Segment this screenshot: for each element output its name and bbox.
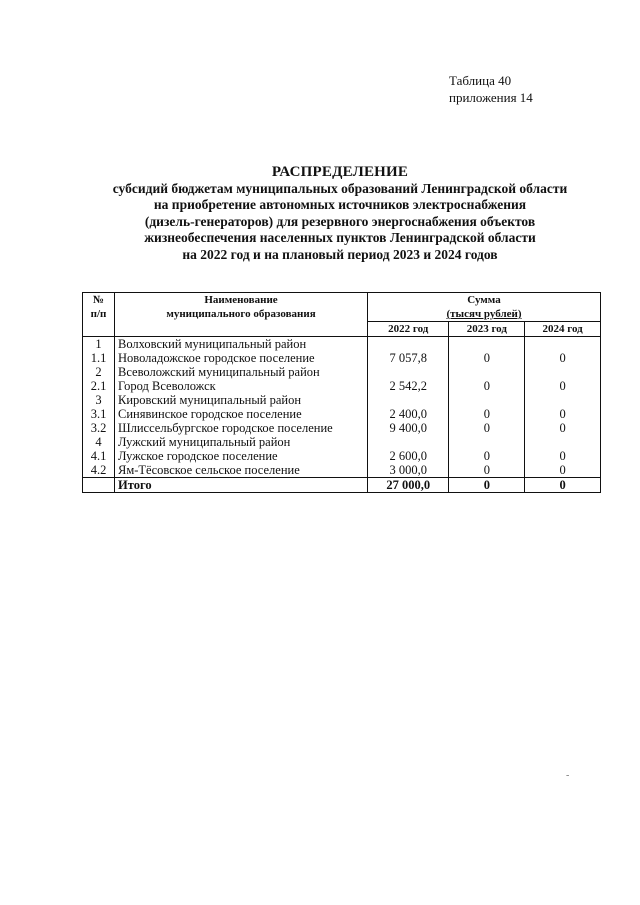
heading-line: жизнеобеспечения населенных пунктов Ленинградской области [144, 230, 536, 245]
heading-line: на 2022 год и на плановый период 2023 и 2024 годов [182, 246, 498, 262]
value-2023: 0 [449, 351, 525, 365]
row-name: Ям-Тёсовское сельское поселение [115, 463, 368, 478]
row-name: Город Всеволожск [115, 379, 368, 393]
value-2024: 0 [525, 463, 601, 478]
table-reference [449, 72, 533, 106]
value-2022: 2 542,2 [368, 379, 449, 393]
total-2022: 27 000,0 [368, 478, 449, 493]
heading-line: субсидий бюджетам муниципальных образований Ленинградской области [112, 180, 568, 196]
column-header-2023: 2023 год [449, 322, 525, 337]
row-name: Волховский муниципальный район [115, 337, 368, 352]
value-2024 [525, 365, 601, 379]
value-2024 [525, 435, 601, 449]
value-2022 [368, 393, 449, 407]
table-row [83, 337, 601, 352]
value-2024: 0 [525, 449, 601, 463]
row-name: Новоладожское городское поселение [115, 351, 368, 365]
row-name: Шлиссельбургское городское поселение [115, 421, 368, 435]
column-header-2022: 2022 год [368, 322, 449, 337]
row-number: 3 [83, 393, 115, 407]
value-2022: 3 000,0 [368, 463, 449, 478]
value-2022 [368, 435, 449, 449]
value-2023: 0 [449, 449, 525, 463]
value-2024: 0 [525, 421, 601, 435]
column-header-number: № п/п [83, 293, 115, 337]
value-2023 [449, 435, 525, 449]
value-2022: 7 057,8 [368, 351, 449, 365]
column-header-sum: Сумма (тысяч рублей) [368, 293, 601, 322]
value-2024 [525, 393, 601, 407]
table-row [83, 407, 601, 421]
column-header-name: Наименование муниципального образования [115, 293, 368, 337]
row-number: 4.2 [83, 463, 115, 478]
row-name: Лужское городское поселение [115, 449, 368, 463]
total-row [83, 478, 601, 493]
value-2023: 0 [449, 379, 525, 393]
row-number: 3.2 [83, 421, 115, 435]
value-2023 [449, 365, 525, 379]
value-2024: 0 [525, 351, 601, 365]
row-name: Синявинское городское поселение [115, 407, 368, 421]
value-2023: 0 [449, 463, 525, 478]
subsidy-table [82, 292, 601, 493]
scan-mark: - [566, 770, 570, 781]
value-2023: 0 [449, 407, 525, 421]
heading-line: (дизель-генераторов) для резервного энергоснабжения объектов [144, 213, 536, 229]
table-number: Таблица 40 [449, 73, 512, 88]
table-row [83, 435, 601, 449]
value-2022 [368, 365, 449, 379]
row-number: 4 [83, 435, 115, 449]
total-2023: 0 [449, 478, 525, 493]
row-number: 4.1 [83, 449, 115, 463]
document-title: РАСПРЕДЕЛЕНИЕ [271, 164, 409, 180]
table-row [83, 463, 601, 478]
row-number: 2 [83, 365, 115, 379]
row-number: 1 [83, 337, 115, 352]
row-number: 2.1 [83, 379, 115, 393]
table-row [83, 365, 601, 379]
table-row [83, 351, 601, 365]
value-2022: 9 400,0 [368, 421, 449, 435]
row-number: 3.1 [83, 407, 115, 421]
value-2022: 2 400,0 [368, 407, 449, 421]
value-2023: 0 [449, 421, 525, 435]
table-row [83, 393, 601, 407]
value-2024 [525, 337, 601, 352]
column-header-2024: 2024 год [525, 322, 601, 337]
row-name: Лужский муниципальный район [115, 435, 368, 449]
value-2024: 0 [525, 379, 601, 393]
total-2024: 0 [525, 478, 601, 493]
heading-line: на приобретение автономных источников электроснабжения [153, 197, 527, 212]
total-number-cell [83, 478, 115, 493]
table-row [83, 379, 601, 393]
table-row [83, 421, 601, 435]
total-label: Итого [115, 478, 368, 493]
row-number: 1.1 [83, 351, 115, 365]
appendix-number: приложения 14 [449, 90, 533, 105]
value-2023 [449, 337, 525, 352]
table-row [83, 449, 601, 463]
document-heading [60, 164, 620, 263]
row-name: Всеволожский муниципальный район [115, 365, 368, 379]
value-2022 [368, 337, 449, 352]
value-2024: 0 [525, 407, 601, 421]
row-name: Кировский муниципальный район [115, 393, 368, 407]
value-2023 [449, 393, 525, 407]
value-2022: 2 600,0 [368, 449, 449, 463]
